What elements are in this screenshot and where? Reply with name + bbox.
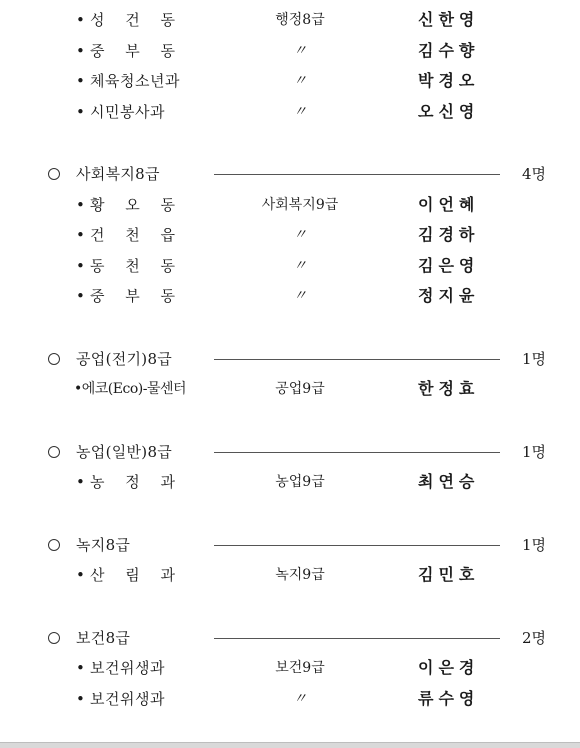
department-name: 성 건 동 bbox=[90, 11, 184, 29]
leader-line bbox=[214, 452, 500, 453]
section-count: 1명 bbox=[522, 535, 547, 554]
bullet-icon: • bbox=[76, 566, 85, 584]
list-item bbox=[0, 563, 580, 587]
department-name: 황 오 동 bbox=[90, 195, 184, 214]
bullet-icon: • bbox=[76, 256, 85, 275]
person-name: 김경하 bbox=[418, 225, 480, 244]
bullet-icon: • bbox=[76, 287, 85, 305]
bullet-icon: • bbox=[76, 659, 85, 677]
grade-level: 보건9급 bbox=[275, 660, 325, 676]
department-name: 보건위생과 bbox=[90, 689, 165, 708]
grade-level: 〃 bbox=[293, 103, 307, 120]
grade-level: 농업9급 bbox=[275, 474, 325, 490]
department-name: 건 천 읍 bbox=[90, 226, 184, 244]
list-item bbox=[0, 100, 580, 124]
list-item bbox=[0, 254, 580, 278]
person-name: 김민호 bbox=[418, 565, 480, 584]
section-header bbox=[0, 347, 580, 371]
grade-level: 〃 bbox=[293, 42, 307, 59]
section-title: 공업(전기)8급 bbox=[76, 349, 173, 368]
list-item bbox=[0, 656, 580, 680]
page-bottom-edge bbox=[0, 742, 580, 748]
section-count: 1명 bbox=[522, 349, 547, 368]
bullet-icon: • bbox=[76, 473, 85, 491]
person-name: 박경오 bbox=[418, 71, 480, 90]
bullet-icon: • bbox=[76, 195, 85, 214]
department-name: •에코(Eco)-물센터 bbox=[74, 381, 187, 397]
circle-bullet-icon bbox=[48, 539, 60, 551]
person-name: 최연승 bbox=[418, 472, 480, 491]
person-name: 류수영 bbox=[418, 688, 480, 708]
list-item bbox=[0, 223, 580, 247]
grade-level: 〃 bbox=[293, 288, 307, 304]
section-count: 4명 bbox=[522, 165, 547, 183]
department-name: 중 부 동 bbox=[90, 287, 184, 305]
person-name: 오신영 bbox=[418, 101, 480, 121]
section-title: 사회복지8급 bbox=[76, 165, 160, 183]
list-item bbox=[0, 284, 580, 308]
list-item bbox=[0, 470, 580, 494]
section-count: 2명 bbox=[522, 628, 547, 647]
department-name: 동 천 동 bbox=[90, 256, 184, 275]
section-title: 보건8급 bbox=[76, 628, 131, 647]
list-item bbox=[0, 193, 580, 217]
department-name: 농 정 과 bbox=[90, 473, 184, 491]
person-name: 이언혜 bbox=[418, 194, 480, 214]
circle-bullet-icon bbox=[48, 353, 60, 365]
person-name: 김수향 bbox=[418, 40, 480, 60]
person-name: 정지윤 bbox=[418, 286, 480, 305]
leader-line bbox=[214, 359, 500, 360]
department-name: 보건위생과 bbox=[90, 659, 165, 677]
leader-line bbox=[214, 638, 500, 639]
list-item bbox=[0, 687, 580, 711]
person-name: 김은영 bbox=[418, 255, 480, 275]
bullet-icon: • bbox=[76, 41, 85, 60]
grade-level: 〃 bbox=[293, 73, 307, 89]
bullet-icon: • bbox=[76, 689, 85, 708]
list-item bbox=[0, 39, 580, 63]
grade-level: 〃 bbox=[293, 227, 307, 243]
grade-level: 행정8급 bbox=[275, 12, 325, 28]
department-name: 중 부 동 bbox=[90, 41, 184, 60]
bullet-icon: • bbox=[76, 226, 85, 244]
department-name: 산 림 과 bbox=[90, 566, 184, 584]
leader-line bbox=[214, 174, 500, 175]
department-name: 체육청소년과 bbox=[90, 72, 180, 90]
bullet-icon: • bbox=[76, 72, 85, 90]
circle-bullet-icon bbox=[48, 446, 60, 458]
section-header bbox=[0, 440, 580, 464]
circle-bullet-icon bbox=[48, 632, 60, 644]
leader-line bbox=[214, 545, 500, 546]
section-title: 농업(일반)8급 bbox=[76, 442, 173, 461]
circle-bullet-icon bbox=[48, 168, 60, 180]
list-item bbox=[0, 69, 580, 93]
section-title: 녹지8급 bbox=[76, 535, 131, 554]
grade-level: 공업9급 bbox=[275, 381, 325, 397]
bullet-icon: • bbox=[76, 102, 85, 121]
section-header bbox=[0, 533, 580, 557]
person-name: 신한영 bbox=[418, 10, 480, 29]
section-count: 1명 bbox=[522, 442, 547, 461]
grade-level: 사회복지9급 bbox=[261, 196, 339, 213]
section-header bbox=[0, 626, 580, 650]
department-name: 시민봉사과 bbox=[90, 102, 165, 121]
grade-level: 녹지9급 bbox=[275, 567, 325, 583]
bullet-icon: • bbox=[76, 11, 85, 29]
person-name: 한정효 bbox=[418, 379, 480, 398]
person-name: 이은경 bbox=[418, 658, 480, 677]
list-item bbox=[0, 8, 580, 32]
section-header bbox=[0, 162, 580, 186]
list-item bbox=[0, 377, 580, 401]
grade-level: 〃 bbox=[293, 257, 307, 274]
grade-level: 〃 bbox=[293, 690, 307, 707]
